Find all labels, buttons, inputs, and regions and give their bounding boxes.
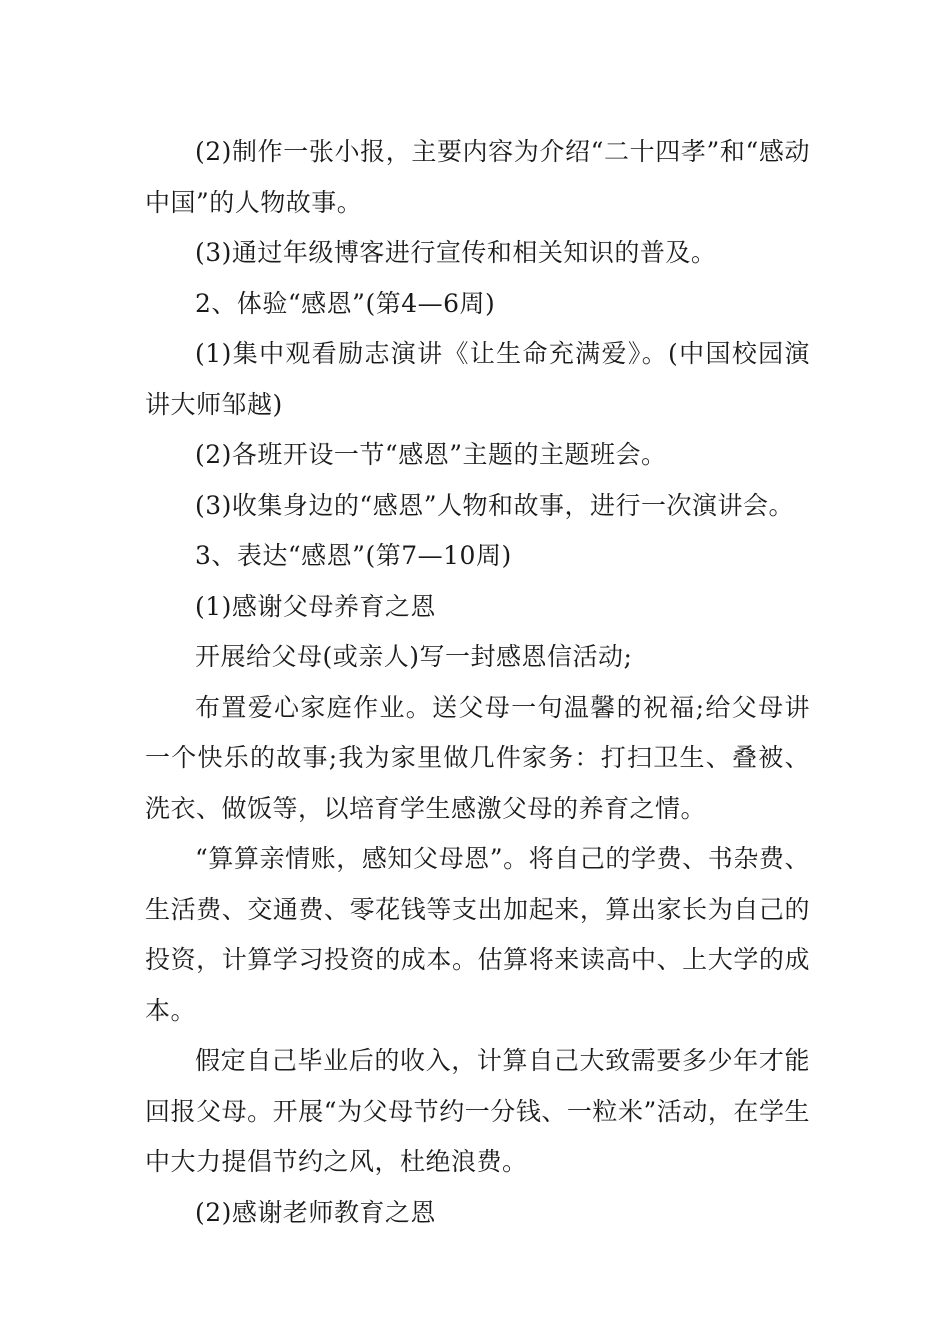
subheading-thank-parents: (1)感谢父母养育之恩 — [195, 591, 436, 621]
paragraph-homework: 布置爱心家庭作业。送父母一句温馨的祝福;给父母讲一个快乐的故事;我为家里做几件家务：打扫卫生、叠被、洗衣、做饭等，以培育学生感激父母的养育之情。 — [145, 692, 810, 823]
document-body — [145, 127, 810, 1238]
paragraph-family-account: “算算亲情账，感知父母恩”。将自己的学费、书杂费、生活费、交通费、零花钱等支出加起来，算出家长为自己的投资，计算学习投资的成本。估算将来读高中、上大学的成本。 — [145, 844, 810, 1025]
paragraph-blog: (3)通过年级博客进行宣传和相关知识的普及。 — [195, 238, 717, 267]
subheading-thank-teachers: (2)感谢老师教育之恩 — [195, 1197, 436, 1227]
section-heading-express: 3、表达“感恩”(第7—10周) — [195, 541, 512, 570]
paragraph-repay-parents: 假定自己毕业后的收入，计算自己大致需要多少年才能回报父母。开展“为父母节约一分钱、一粒米”活动，在学生中大力提倡节约之风，杜绝浪费。 — [145, 1046, 810, 1176]
paragraph-poster: (2)制作一张小报，主要内容为介绍“二十四孝”和“感动中国”的人物故事。 — [145, 137, 810, 217]
paragraph-watch-speech: (1)集中观看励志演讲《让生命充满爱》。(中国校园演讲大师邹越) — [145, 339, 810, 419]
paragraph-class-meeting: (2)各班开设一节“感恩”主题的主题班会。 — [195, 440, 667, 469]
section-heading-experience: 2、体验“感恩”(第4—6周) — [195, 288, 496, 318]
paragraph-speech-contest: (3)收集身边的“感恩”人物和故事，进行一次演讲会。 — [195, 490, 794, 520]
paragraph-letter: 开展给父母(或亲人)写一封感恩信活动; — [195, 642, 633, 671]
